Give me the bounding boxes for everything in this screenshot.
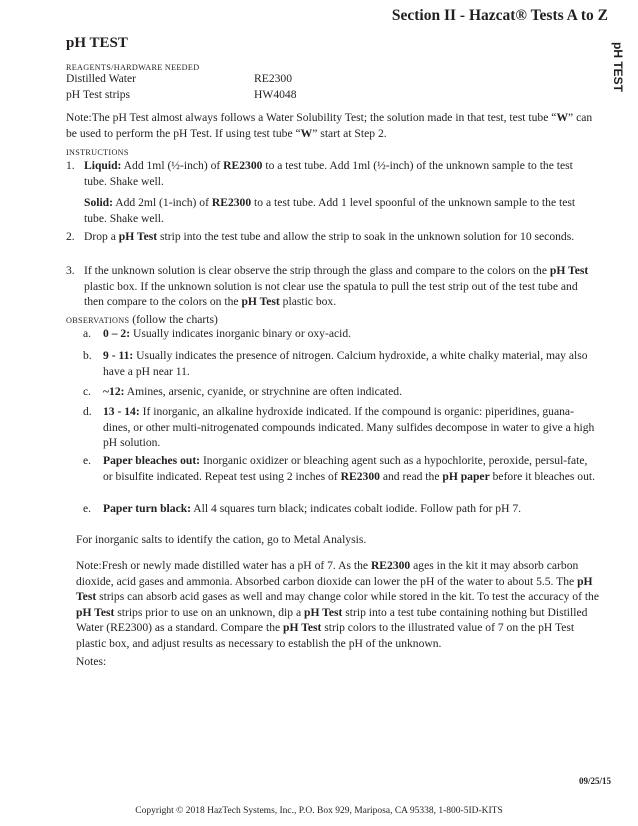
reagent-name: pH Test strips bbox=[66, 88, 131, 101]
observation-item: e. Paper turn black: All 4 squares turn black; indicates cobalt iodide. Follow path for pH 7. bbox=[83, 502, 522, 515]
reagent-code: RE2300 bbox=[254, 72, 293, 85]
step-1 bbox=[66, 158, 596, 226]
observation-item: d. 13 - 14: If inorganic, an alkaline hydroxide indicated. If the compound is organic: piperidines, guana-dines, or other multi-nitrogenated compounds indicated. Many sulfides decompose in water to give a high pH solution. bbox=[83, 405, 595, 449]
step-1-liquid: Liquid: Add 1ml (½-inch) of RE2300 to a test tube. Add 1ml (½-inch) of the unknown sample to the test tube. Shake well. bbox=[84, 159, 573, 188]
step-number: 2. bbox=[66, 230, 75, 243]
step-number: 3. bbox=[66, 264, 75, 277]
side-tab-label: pH TEST bbox=[611, 42, 625, 92]
instructions-heading: INSTRUCTIONS bbox=[66, 148, 129, 157]
inorganic-note: For inorganic salts to identify the cation, go to Metal Analysis. bbox=[76, 533, 367, 546]
reagent-code: HW4048 bbox=[254, 88, 297, 101]
side-tab bbox=[610, 38, 632, 108]
note-water-solubility: Note:The pH Test almost always follows a Water Solubility Test; the solution made in that test, test tube “W” can be used to perform the pH Test. If using test tube “W” start at Step 2. bbox=[66, 111, 593, 140]
page-title: pH TEST bbox=[66, 35, 128, 51]
copyright-footer: Copyright © 2018 HazTech Systems, Inc., P.O. Box 929, Mariposa, CA 95338, 1-800-5ID-KITS bbox=[135, 806, 503, 816]
observation-item: e. Paper bleaches out: Inorganic oxidizer or bleaching agent such as a hypochlorite, peroxide, persul-fate, or bisulfite indicated. Repeat test using 2 inches of RE2300 and read the pH paper before it bleaches out. bbox=[83, 454, 596, 483]
step-3: 3. If the unknown solution is clear observe the strip through the glass and compare to the colors on the pH Test plastic box. If the unknown solution is not clear use the spatula to pull the test strip out of the test tube and then compare to the colors on the pH Test plastic box. bbox=[66, 264, 589, 308]
reagent-name: Distilled Water bbox=[66, 72, 137, 85]
observation-item: a. 0 – 2: Usually indicates inorganic binary or oxy-acid. bbox=[83, 327, 352, 340]
notes-label: Notes: bbox=[76, 655, 107, 668]
reagents-heading: REAGENTS/HARDWARE NEEDED bbox=[66, 63, 200, 72]
step-number: 1. bbox=[66, 159, 75, 172]
observation-item: c. ~12: Amines, arsenic, cyanide, or strychnine are often indicated. bbox=[83, 385, 402, 398]
revision-date: 09/25/15 bbox=[578, 776, 611, 786]
step-1-solid: Solid: Add 2ml (1-inch) of RE2300 to a test tube. Add 1 level spoonful of the unknown sample to the test tube. Shake well. bbox=[84, 196, 576, 225]
note-distilled-water: Note:Fresh or newly made distilled water has a pH of 7. As the RE2300 ages in the kit it may absorb carbon dioxide, acid gases and ammonia. Absorbed carbon dioxide can lower the pH of the water to about 5.5. The pH Test strips can absorb acid gases as well and may change color while stored in the kit. To test the accuracy of the pH Test strips prior to use on an unknown, dip a pH Test strip into a test tube containing nothing but Distilled Water (RE2300) as a standard. Compare the pH Test strip colors to the illustrated value of 7 on the pH Test plastic box, and adjust results as necessary to establish the pH of the unknown. bbox=[76, 559, 600, 650]
observations-heading: OBSERVATIONS (follow the charts) bbox=[66, 313, 218, 326]
section-header: Section II - Hazcat® Tests A to Z bbox=[391, 7, 608, 24]
observation-item: b. 9 - 11: Usually indicates the presence of nitrogen. Calcium hydroxide, a white chalky material, may also have a pH near 11. bbox=[83, 349, 588, 378]
step-2: 2. Drop a pH Test strip into the test tube and allow the strip to soak in the unknown solution for 10 seconds. bbox=[66, 230, 575, 243]
